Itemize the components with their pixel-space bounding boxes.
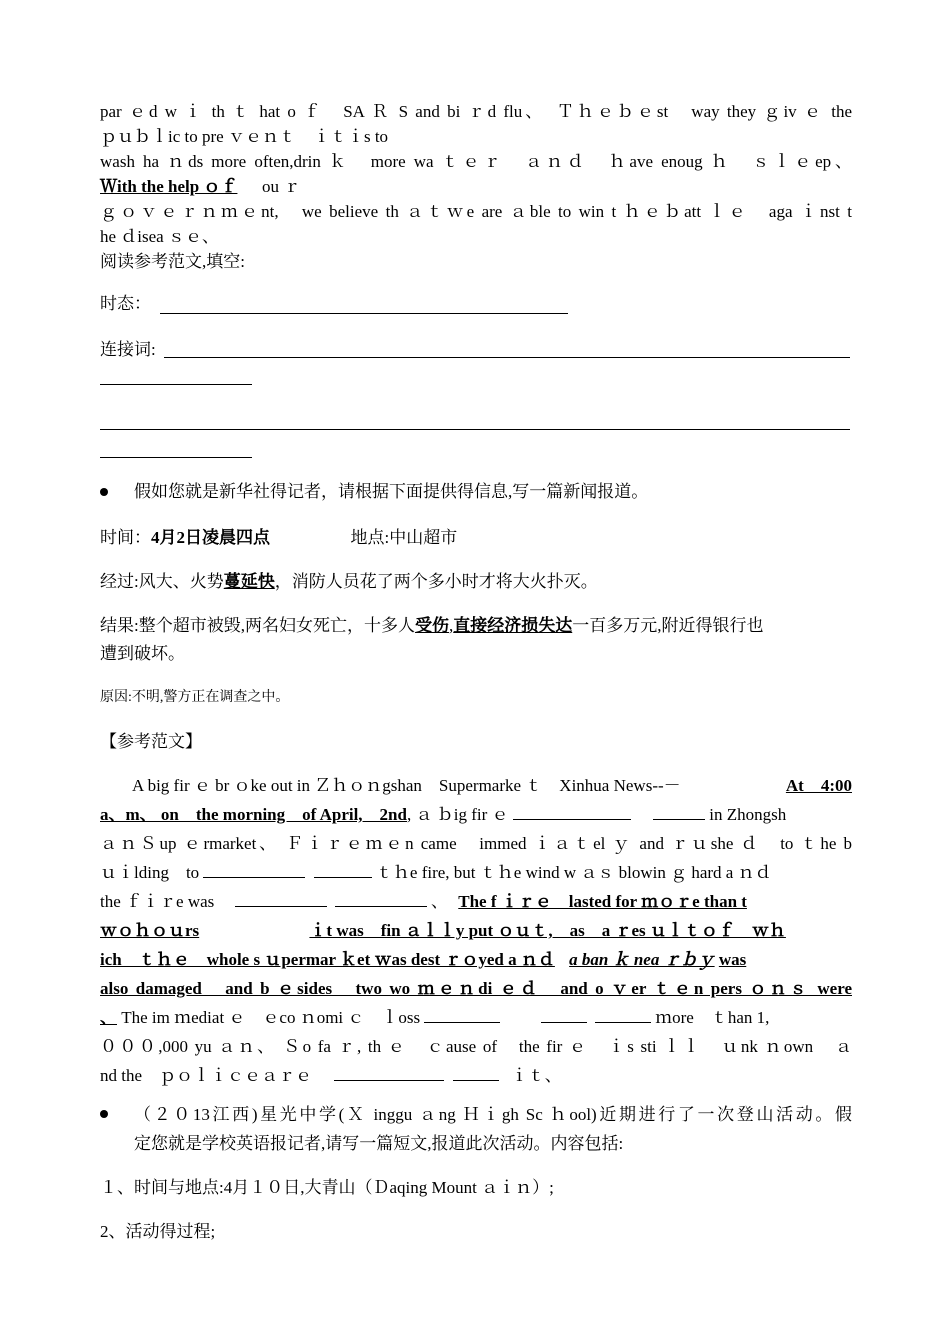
bold-underlined-phrase: Ｗith the help ｏｆ [100, 177, 238, 196]
passage-line: ｇｏｖｅｒｎｍｅnt, we believe th ａｔｗe are ａble to win t ｈｅｂatt ｌｅ aga ｉnst t [100, 202, 852, 221]
sample-text: the ｆｉｒe was [100, 892, 215, 911]
sample-underlined-bold: ｗｏｈｏｕrs [100, 921, 200, 940]
result-keyword: 受伤 [414, 616, 449, 635]
sample-blank[interactable] [203, 861, 305, 878]
passage-line [100, 175, 852, 199]
sample-heading: 【参考范文】 [100, 732, 202, 751]
task-process [100, 570, 852, 594]
task-result-cont: 遭到破坏。 [100, 644, 185, 663]
sample-blank[interactable] [314, 861, 372, 878]
passage-line: ｐｕｂｌic to pre ｖｅｎｔ ｉｔｉs to [100, 127, 389, 146]
task2-intro: （２０13江西)星光中学(Ｘ inggu ａng Ｈｉgh Sc ｈool)近期进行了一次登山活动。假 [134, 1105, 852, 1124]
conjunction-answer-line[interactable] [100, 384, 252, 385]
answer-line[interactable] [100, 429, 850, 430]
sample-blank[interactable] [653, 803, 705, 820]
sample-text: 、 [431, 892, 449, 911]
sample-line: also damaged and b ｅsides two wo ｍｅｎdi ｅｄ and o ｖer ｔｅn pers ｏｎｓ were [100, 979, 852, 998]
sample-text: ｍore ｔhan 1, [655, 1008, 770, 1027]
result-text: 一百多万元,附近得银行也 [572, 616, 764, 635]
sample-line: ０００,000 yu ａｎ、 Ｓo fa ｒ, th ｅ ｃause of the fir ｅ ｉs sti ｌｌ ｕnk ｎown ａ [100, 1037, 852, 1056]
sample-blank[interactable] [513, 803, 631, 820]
sample-text: ｔｈe fire, but ｔｈe wind w ａｓ blowin ｇ hard a ｎｄ [375, 863, 772, 882]
exercise-prompt: 阅读参考范文,填空: [100, 252, 245, 271]
sample-underlined-bold: The f ｉｒｅ lasted for ｍｏｒe than t [458, 892, 747, 911]
task2-item: １、时间与地点:4月１０日,大青山（Ｄaqing Mount ａｉｎ）; [100, 1178, 554, 1197]
sample-line [100, 861, 852, 885]
passage-line: par ｅd w ｉ th ｔ hat o ｆ SA Ｒ S and bi ｒd flu、 Ｔｈｅｂｅst way they ｇiv ｅ the [100, 102, 852, 121]
sample-text: A big fir ｅ br ｏke out in Ｚｈｏｎgshan Supermarke ｔ Xinhua News--－ [132, 776, 681, 795]
tense-answer-line[interactable] [160, 313, 568, 314]
process-text: ，消防人员花了两个多小时才将大火扑灭。 [274, 572, 598, 591]
sample-line [100, 890, 852, 914]
sample-text: ｕｉlding to [100, 863, 200, 882]
sample-blank[interactable] [541, 1006, 587, 1023]
sample-underlined-bold: ｉt was fin ａｌｌy put ｏｕｔ, as a ｒes ｕｌｔｏｆ ｗｈ [309, 921, 786, 940]
task-time-place [100, 526, 852, 550]
sample-underlined-bold: 、 [100, 1008, 117, 1027]
task-cause: 原因:不明,警方正在调查之中。 [100, 690, 290, 705]
sample-text: , ａ ｂig fir ｅ [406, 805, 509, 824]
sample-text: ｉｔ、 [510, 1066, 562, 1085]
sample-underlined-bold: ich ｔｈｅ whole s ｕpermar ｋet ｗas dest ｒｏyed a ｎｄ [100, 950, 555, 969]
time-value: 4月2日凌晨四点 [151, 528, 270, 547]
sample-line [100, 803, 852, 827]
sample-line [100, 774, 852, 798]
sample-text: The im ｍediat ｅ ｅco ｎomi ｃ ｌoss [121, 1008, 421, 1027]
task-intro: 假如您就是新华社得记者，请根据下面提供得信息,写一篇新闻报道。 [134, 482, 649, 501]
sample-text: in Zhongsh [709, 805, 787, 824]
sample-blank[interactable] [424, 1006, 500, 1023]
bullet-icon [100, 488, 108, 496]
sample-line [100, 1064, 852, 1088]
sample-underlined-italic: a ban ｋ nea ｒｂｙ [569, 950, 715, 969]
sample-underlined-bold: At 4:00 [785, 776, 852, 795]
result-text: 结果:整个超市被毁,两名妇女死亡，十多人 [100, 616, 415, 635]
sample-underlined-bold: a、m、 on the morning of April, 2nd [100, 805, 407, 824]
passage-text: ou ｒ [261, 177, 301, 196]
result-text: , [448, 616, 454, 635]
answer-line[interactable] [100, 457, 252, 458]
sample-line [100, 948, 852, 972]
tense-label: 时态： [100, 294, 151, 313]
sample-blank[interactable] [235, 890, 327, 907]
conjunction-answer-line[interactable] [164, 357, 850, 358]
passage-line: wash ha ｎds more often,drin ｋ more wa ｔｅｒ ａｎｄ ｈave enoug ｈ ｓｌｅep、 [100, 152, 852, 171]
sample-line [100, 1006, 852, 1030]
time-label: 时间： [100, 528, 151, 547]
task2-item: 2、活动得过程; [100, 1222, 216, 1241]
conjunction-label: 连接词: [100, 340, 156, 359]
sample-blank[interactable] [335, 890, 427, 907]
process-keyword: 蔓延快 [223, 572, 275, 591]
bullet-icon [100, 1110, 108, 1118]
sample-text: nd the ｐｏｌｉｃｅａｒｅ [100, 1066, 313, 1085]
sample-blank[interactable] [334, 1064, 444, 1081]
sample-underlined-bold: was [718, 950, 747, 969]
passage-line: he ｄisea ｓｅ、 [100, 227, 219, 246]
process-text: 经过:风大、火势 [100, 572, 224, 591]
task2-intro: 定您就是学校英语报记者,请写一篇短文,报道此次活动。内容包括: [134, 1134, 624, 1153]
result-keyword: 直接经济损失达 [453, 616, 573, 635]
sample-blank[interactable] [453, 1064, 499, 1081]
place-text: 地点:中山超市 [350, 528, 458, 547]
sample-blank[interactable] [595, 1006, 651, 1023]
sample-line [100, 919, 852, 943]
sample-line: ａｎＳup ｅrmarket、 Ｆｉｒｅｍｅn came immed ｉａｔel ｙ and ｒｕshe ｄ to ｔhe b [100, 834, 852, 853]
task-result [100, 614, 852, 638]
